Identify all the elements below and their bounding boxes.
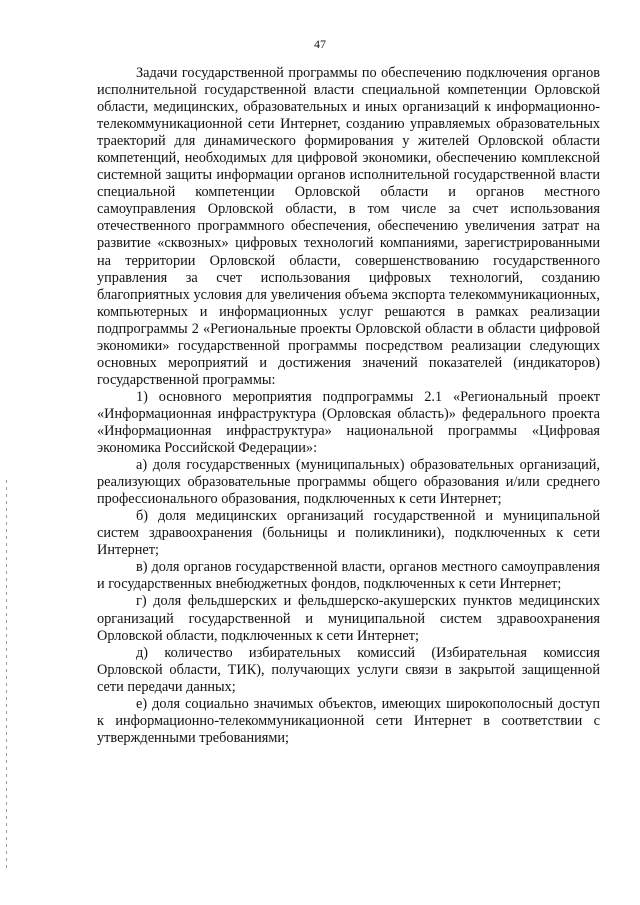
document-body [97, 65, 600, 747]
paragraph-subitem-d: д) количество избирательных комиссий (Избирательная комиссия Орловской области, ТИК), получающих услуги связи в закрытой защищенной сети передачи данных; [97, 644, 600, 695]
paragraph-subitem-v: в) доля органов государственной власти, органов местного самоуправления и государственных внебюджетных фондов, подключенных к сети Интернет; [97, 559, 600, 593]
scan-edge-mark [6, 480, 7, 870]
paragraph-subitem-b: б) доля медицинских организаций государственной и муниципальной систем здравоохранения (больницы и поликлиники), подключенных к сети Интернет; [97, 508, 600, 559]
paragraph-subitem-e: е) доля социально значимых объектов, имеющих широкополосный доступ к информационно-телекоммуникационной сети Интернет в соответствии с утвержденными требованиями; [97, 695, 600, 746]
paragraph-intro: Задачи государственной программы по обеспечению подключения органов исполнительной государственной власти специальной компетенции Орловской области, медицинских, образовательных и иных организаций к информационно-телекоммуникационной сети Интернет, созданию управляемых образовательных траекторий для динамического формирования у жителей Орловской области компетенций, необходимых для цифровой экономики, обеспечению комплексной системной защиты информации органов исполнительной государственной власти специальной компетенции Орловской области и органов местного самоуправления Орловской области, в том числе за счет использования отечественного программного обеспечения, обеспечению увеличения затрат на развитие «сквозных» цифровых технологий компаниями, зарегистрированными на территории Орловской области, совершенствованию государственного управления за счет использования цифровых технологий, созданию благоприятных условия для увеличения объема экспорта телекоммуникационных, компьютерных и информационных услуг решаются в рамках реализации подпрограммы 2 «Региональные проекты Орловской области в области цифровой экономики» государственной программы посредством реализации следующих основных мероприятий и достижения значений показателей (индикаторов) государственной программы: [97, 65, 600, 388]
paragraph-item-1: 1) основного мероприятия подпрограммы 2.1 «Региональный проект «Информационная инфраструктура (Орловская область)» федерального проекта «Информационная инфраструктура» национальной программы «Цифровая экономика Российской Федерации»: [97, 388, 600, 457]
page-number: 47 [314, 37, 326, 51]
paragraph-subitem-a: а) доля государственных (муниципальных) образовательных организаций, реализующих образовательные программы общего образования и/или среднего профессионального образования, подключенных к сети Интернет; [97, 457, 600, 508]
paragraph-subitem-g: г) доля фельдшерских и фельдшерско-акушерских пунктов медицинских организаций государственной и муниципальной систем здравоохранения Орловской области, подключенных к сети Интернет; [97, 593, 600, 644]
